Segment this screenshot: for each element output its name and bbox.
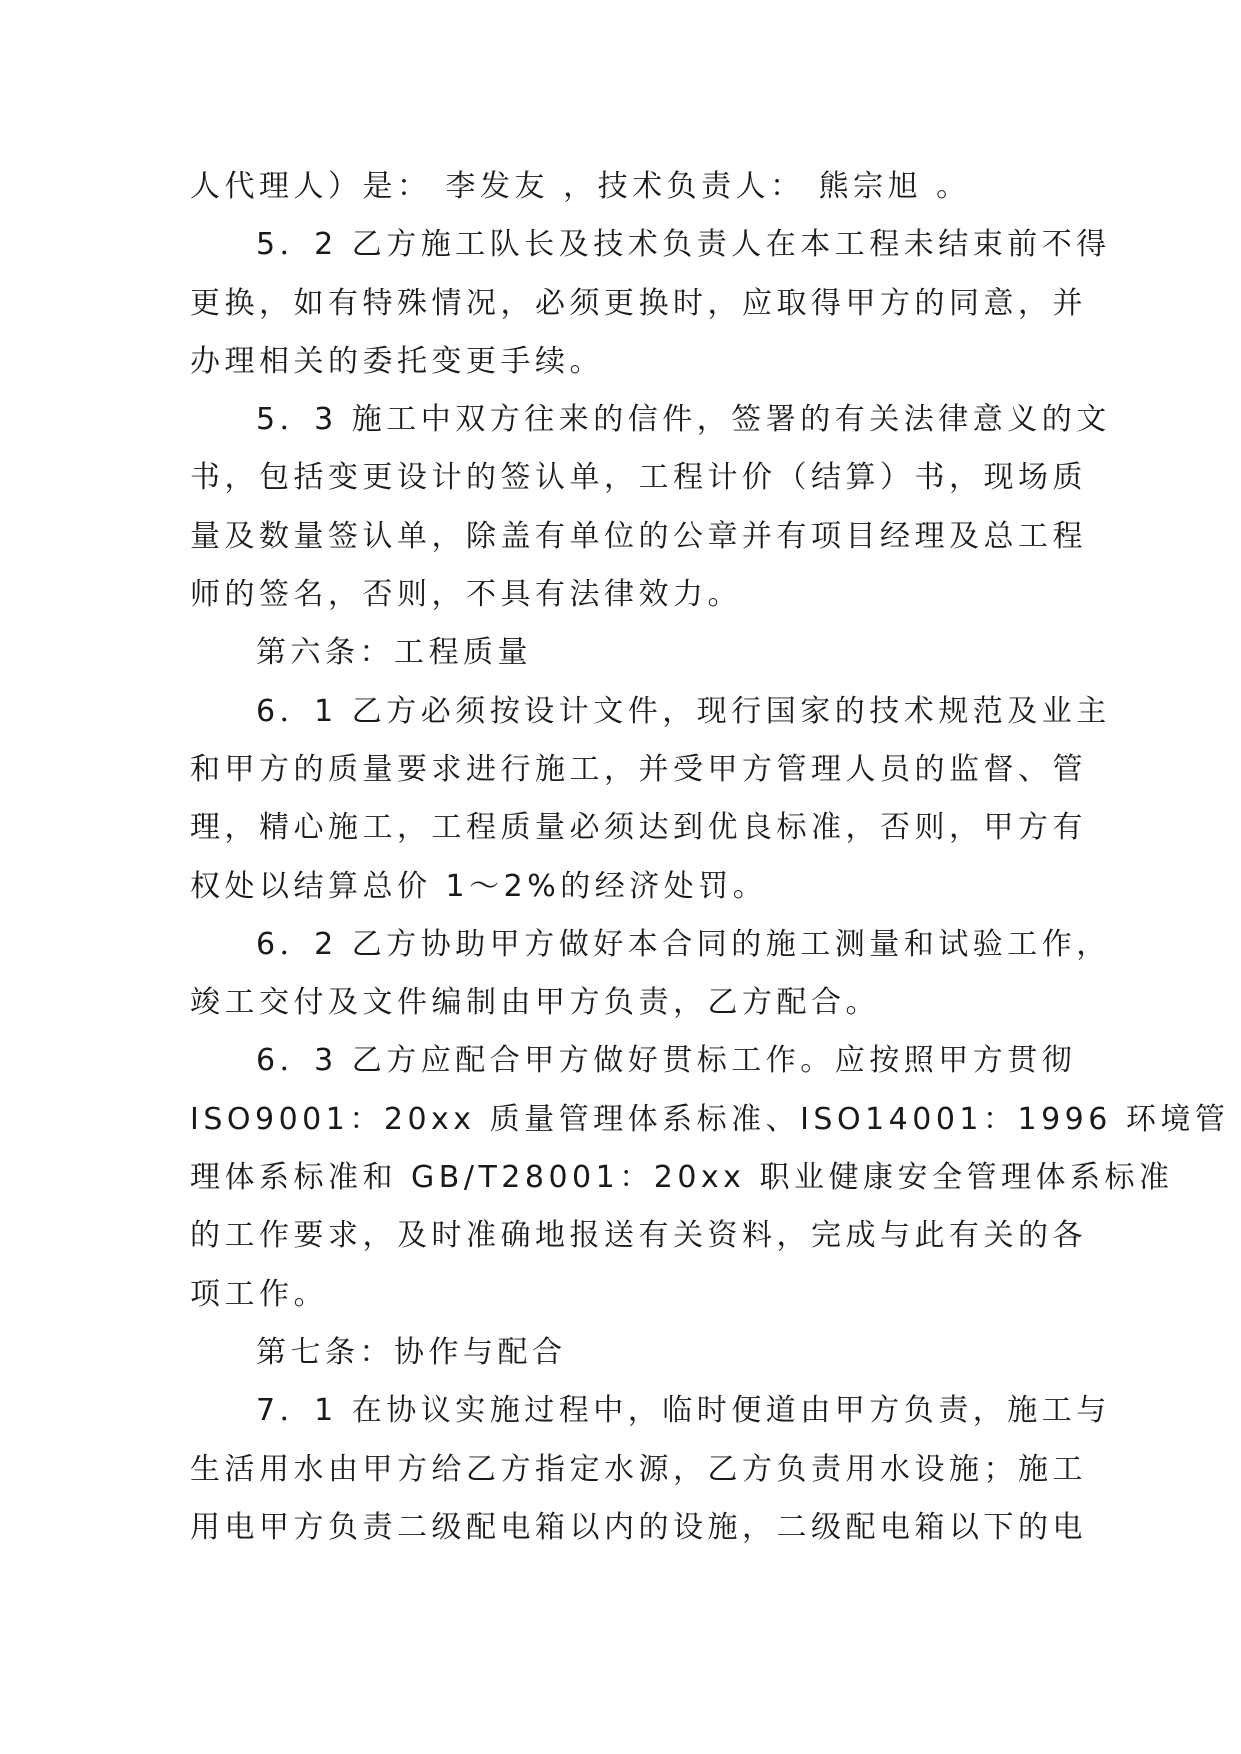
clause-6-3: 6．3 乙方应配合甲方做好贯标工作。应按照甲方贯彻 [256, 1043, 1077, 1079]
clause-6-2: 6．2 乙方协助甲方做好本合同的施工测量和试验工作， [256, 926, 1111, 962]
text-line: 用电甲方负责二级配电箱以内的设施，二级配电箱以下的电 [190, 1509, 1087, 1545]
text-line: 办理相关的委托变更手续。 [190, 343, 604, 379]
text-line: 书，包括变更设计的签认单，工程计价（结算）书，现场质 [190, 460, 1087, 496]
clause-5-2: 5．2 乙方施工队长及技术负责人在本工程未结束前不得 [256, 227, 1111, 263]
text-line: 和甲方的质量要求进行施工，并受甲方管理人员的监督、管 [190, 751, 1087, 787]
text-line: 人代理人）是： 李发友 ，技术负责人： 熊宗旭 。 [190, 169, 971, 204]
clause-7-1: 7．1 在协议实施过程中，临时便道由甲方负责，施工与 [256, 1393, 1111, 1429]
text-line: 理，精心施工，工程质量必须达到优良标准，否则，甲方有 [190, 810, 1087, 846]
text-line: 生活用水由甲方给乙方指定水源，乙方负责用水设施；施工 [190, 1451, 1087, 1487]
text-line: 权处以结算总价 1～2%的经济处罚。 [190, 868, 768, 904]
text-line: 项工作。 [190, 1276, 328, 1312]
article-7-heading: 第七条：协作与配合 [256, 1334, 567, 1370]
text-line: 更换，如有特殊情况，必须更换时，应取得甲方的同意，并 [190, 285, 1087, 321]
clause-6-1: 6．1 乙方必须按设计文件，现行国家的技术规范及业主 [256, 693, 1111, 729]
text-line: 的工作要求，及时准确地报送有关资料，完成与此有关的各 [190, 1218, 1087, 1254]
text-line: 理体系标准和 GB/T28001：20xx 职业健康安全管理体系标准 [190, 1160, 1174, 1196]
clause-5-3: 5．3 施工中双方往来的信件，签署的有关法律意义的文 [256, 402, 1111, 438]
text-line: 量及数量签认单，除盖有单位的公章并有项目经理及总工程 [190, 518, 1087, 554]
text-line: 竣工交付及文件编制由甲方负责，乙方配合。 [190, 985, 880, 1021]
text-line: ISO9001：20xx 质量管理体系标准、ISO14001：1996 环境管 [190, 1101, 1230, 1137]
text-line: 师的签名，否则，不具有法律效力。 [190, 577, 742, 613]
document-body [190, 158, 1230, 1557]
article-6-heading: 第六条：工程质量 [256, 635, 532, 671]
